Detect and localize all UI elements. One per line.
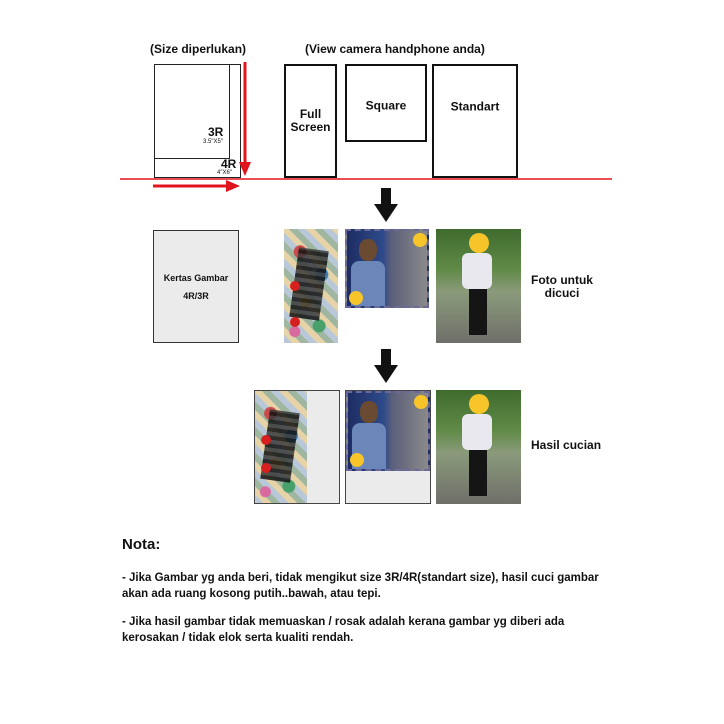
- size-4r-label: 4R: [221, 157, 237, 171]
- emoji-sticker-icon: [350, 453, 364, 467]
- sticker-icon: [261, 435, 271, 445]
- person-head: [360, 401, 378, 423]
- square-photo: [345, 229, 429, 308]
- fullscreen-photo: [284, 229, 338, 343]
- mode-standart-label: Standart: [450, 99, 500, 114]
- size-3r-label: 3R: [208, 125, 224, 139]
- notes-title: Nota:: [122, 536, 161, 553]
- emoji-sticker-icon: [349, 291, 363, 305]
- print-result-label: Hasil cucian: [531, 438, 602, 452]
- mode-square-label: Square: [365, 98, 407, 113]
- sticker-icon: [290, 281, 300, 291]
- emoji-face-icon: [469, 233, 489, 253]
- emoji-face-icon: [469, 394, 489, 414]
- down-arrow-icon: [374, 188, 398, 222]
- person-head: [359, 239, 377, 261]
- mode-fullscreen-box: [284, 64, 337, 178]
- horizontal-red-arrow-head: [226, 180, 240, 192]
- mode-square-box: [345, 64, 427, 142]
- emoji-sticker-icon: [413, 233, 427, 247]
- size-3r-dimensions: 3.5"X5": [203, 139, 223, 145]
- photos-to-print-label: [531, 274, 593, 300]
- vertical-red-arrow-head: [239, 162, 251, 176]
- photo-paper-label-1: Kertas Gambar: [163, 272, 229, 283]
- sticker-icon: [290, 317, 300, 327]
- standart-photo: [436, 229, 521, 343]
- mode-fullscreen-label-1: Full: [299, 107, 322, 121]
- size-required-label: (Size diperlukan): [150, 42, 247, 56]
- person-shirt: [462, 253, 492, 289]
- photo-paper-label-2: 4R/3R: [183, 290, 209, 301]
- result-fullscreen-print: [254, 390, 340, 504]
- mode-standart-box: [432, 64, 518, 178]
- result-standart-image: [436, 390, 521, 504]
- down-arrow-icon: [374, 349, 398, 383]
- emoji-sticker-icon: [414, 395, 428, 409]
- photos-to-print-label-2: dicuci: [544, 286, 580, 300]
- photo-paper-box: [153, 230, 239, 343]
- person-shirt: [462, 414, 492, 450]
- result-fullscreen-image: [255, 391, 307, 503]
- camera-view-label: (View camera handphone anda): [305, 42, 485, 56]
- person-legs: [469, 289, 487, 335]
- person-legs: [469, 450, 487, 496]
- sticker-icon: [261, 463, 271, 473]
- result-square-print: [345, 390, 431, 504]
- size-4r-dimensions: 4"X6": [217, 170, 232, 176]
- result-square-image: [346, 391, 430, 471]
- mode-fullscreen-label-2: Screen: [290, 120, 331, 134]
- note-paragraph-1: - Jika Gambar yg anda beri, tidak mengikut size 3R/4R(standart size), hasil cuci gambar akan ada ruang kosong putih..bawah, atau tepi.: [122, 572, 599, 600]
- note-paragraph-2: - Jika hasil gambar tidak memuaskan / rosak adalah kerana gambar yg diberi ada kerosakan / tidak elok serta kualiti rendah.: [122, 616, 565, 644]
- photos-to-print-label-1: Foto untuk: [531, 273, 593, 287]
